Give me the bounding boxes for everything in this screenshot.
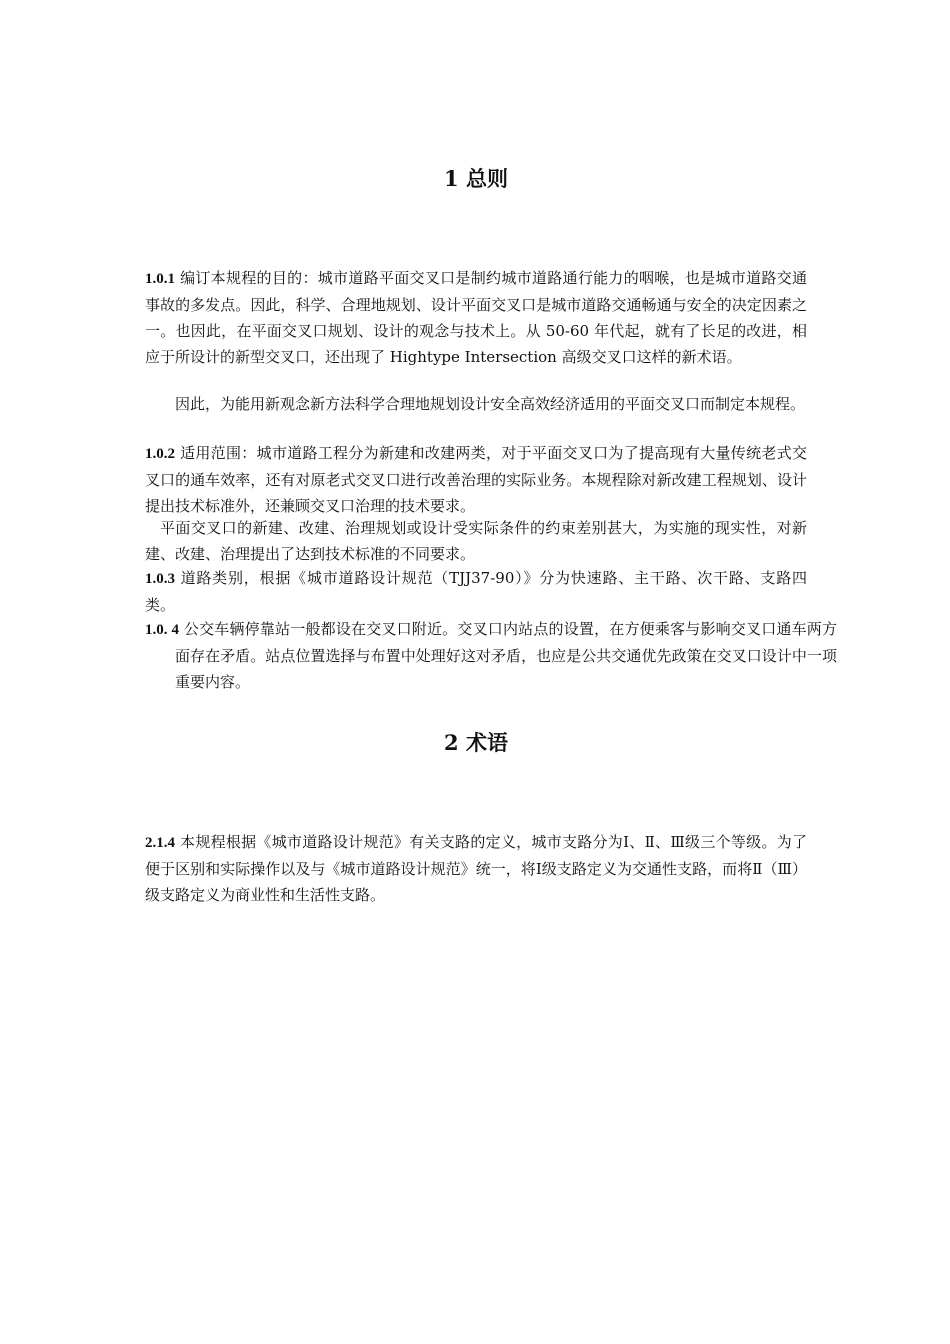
clause-text: 编订本规程的目的：城市道路平面交叉口是制约城市道路通行能力的咽喉，也是城市道路交通事故的多发点。因此，科学、合理地规划、设计平面交叉口是城市道路交通畅通与安全的决定因素之一。也因此，在平面交叉口规划、设计的观念与技术上。从 50-60 年代起，就有了长足的改进，相应于所设计的新型交叉口，还出现了 Hightype Intersection 高级交叉口这样的新术语。	[145, 269, 807, 366]
clause-number: 2.1.4	[145, 835, 175, 851]
section-title-terms: 2 术语	[444, 730, 508, 755]
clause-1-0-1-continuation: 因此，为能用新观念新方法科学合理地规划设计安全高效经济适用的平面交叉口而制定本规程。	[175, 395, 806, 413]
clause-1-0-4	[145, 616, 837, 695]
clause-1-0-3	[145, 565, 807, 618]
clause-1-0-2	[145, 440, 807, 519]
clause-text: 道路类别，根据《城市道路设计规范（TJJ37-90）》分为快速路、主干路、次干路、支路四类。	[145, 569, 807, 614]
clause-number: 1.0. 4	[145, 622, 179, 638]
clause-2-1-4	[145, 829, 807, 908]
clause-number: 1.0.3	[145, 571, 175, 587]
clause-number: 1.0.1	[145, 271, 175, 287]
clause-text: 公交车辆停靠站一般都设在交叉口附近。交叉口内站点的设置，在方便乘客与影响交叉口通车两方面存在矛盾。站点位置选择与布置中处理好这对矛盾，也应是公共交通优先政策在交叉口设计中一项重要内容。	[175, 620, 838, 691]
clause-number: 1.0.2	[145, 446, 175, 462]
section-title-general: 1 总则	[444, 166, 508, 191]
clause-text: 适用范围：城市道路工程分为新建和改建两类，对于平面交叉口为了提高现有大量传统老式交叉口的通车效率，还有对原老式交叉口进行改善治理的实际业务。本规程除对新改建工程规划、设计提出技术标准外，还兼顾交叉口治理的技术要求。	[145, 444, 807, 515]
clause-1-0-1	[145, 265, 807, 370]
clause-text: 本规程根据《城市道路设计规范》有关支路的定义，城市支路分为Ⅰ、Ⅱ、Ⅲ级三个等级。为了便于区别和实际操作以及与《城市道路设计规范》统一，将Ⅰ级支路定义为交通性支路，而将Ⅱ（Ⅲ）级支路定义为商业性和生活性支路。	[145, 833, 807, 904]
clause-1-0-2-continuation: 平面交叉口的新建、改建、治理规划或设计受实际条件的约束差别甚大，为实施的现实性，对新建、改建、治理提出了达到技术标准的不同要求。	[145, 519, 807, 563]
